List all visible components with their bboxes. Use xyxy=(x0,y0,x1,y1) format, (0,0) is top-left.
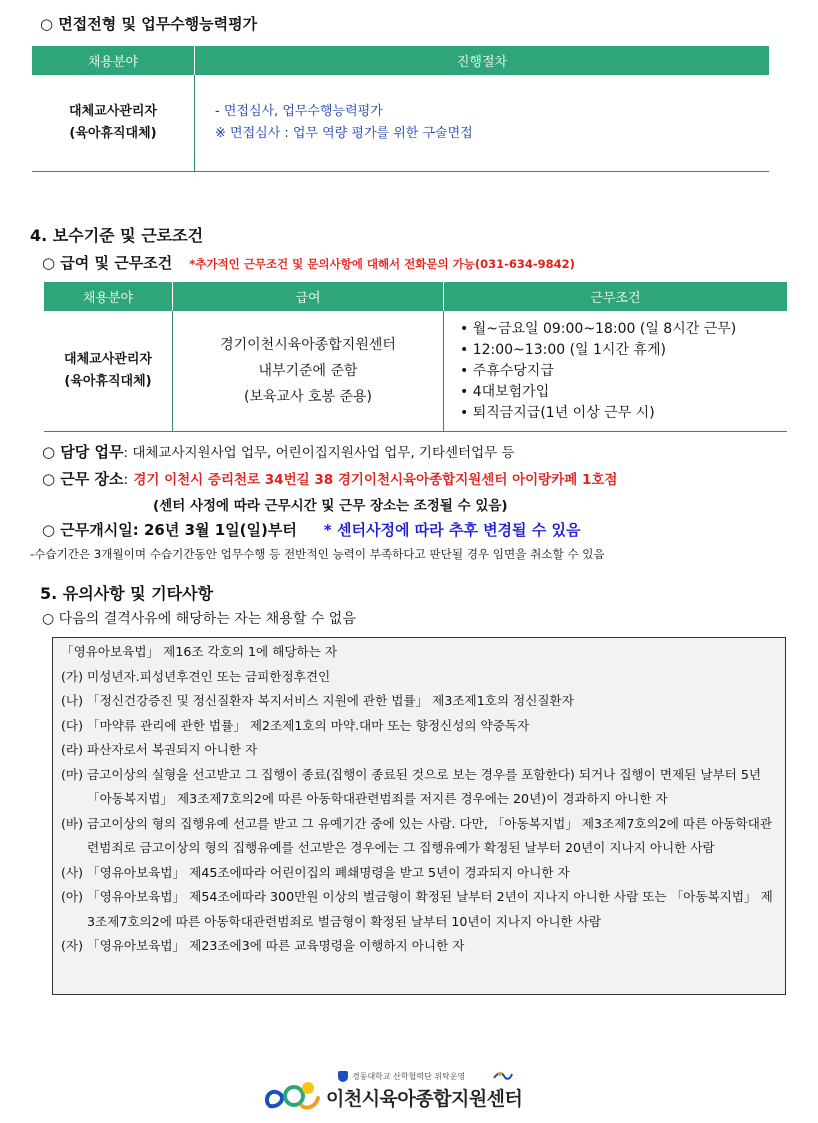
table-header: 진행절차 xyxy=(195,46,770,75)
list-item xyxy=(61,934,777,959)
pay-conditions-title: ○ 급여 및 근무조건 xyxy=(42,254,173,272)
item-text: 「영유아보육법」 제45조에따라 어린이집의 폐쇄명령을 받고 5년이 경과되지 아니한 자 xyxy=(87,864,570,880)
org-name: 이천시육아종합지원센터 xyxy=(326,1088,523,1110)
item-mark: (바) xyxy=(61,815,83,831)
pay-cell xyxy=(173,311,444,432)
procedure-cell xyxy=(195,75,770,172)
condition-item: • 주휴수당지급 xyxy=(460,362,554,379)
item-mark: (가) xyxy=(61,668,83,684)
condition-item: • 4대보험가입 xyxy=(460,383,550,400)
start-line xyxy=(42,519,580,540)
pay-line: 경기이천시육아종합지원센터 xyxy=(220,337,396,353)
section4-title: 4. 보수기준 및 근로조건 xyxy=(30,226,204,245)
condition-item: • 월~금요일 09:00~18:00 (일 8시간 근무) xyxy=(460,320,737,337)
item-text: 금고이상의 실형을 선고받고 그 집행이 종료(집행이 종료된 것으로 보는 경우를 포함한다) 되거나 집행이 면제된 날부터 5년「아동복지법」 제3조제7호의2에 따른 아동학대관련범죄를 저지른 경우에는 20년)이 경과하지 아니한 자 xyxy=(87,766,761,806)
logo-mark-icon xyxy=(262,1074,322,1114)
section5-title: 5. 유의사항 및 기타사항 xyxy=(40,584,214,603)
duty-line xyxy=(42,441,515,462)
item-text: 「정신건강증진 및 정신질환자 복지서비스 지원에 관한 법률」 제3조제1호의 정신질환자 xyxy=(87,693,574,708)
item-text: 미성년자.피성년후견인 또는 금피한정후견인 xyxy=(87,668,331,684)
footer-logo xyxy=(262,1068,562,1118)
place-colon: : xyxy=(123,472,129,488)
item-mark: (다) xyxy=(61,717,83,733)
duty-label: ○ 담당 업무 xyxy=(42,443,124,461)
pay-conditions-heading xyxy=(42,252,575,273)
table-header: 급여 xyxy=(173,282,444,311)
item-text: 금고이상의 형의 집행유예 선고를 받고 그 유예기간 중에 있는 사람. 다만, 「아동복지법」 제3조제7호의2에 따른 아동학대관련범죄로 금고이상의 형의 집행유예를 선고받은 경우에는 그 집행유예가 확정된 날부터 20년이 지나지 아니한 사람 xyxy=(87,815,773,855)
item-text: 「영유아보육법」 제54조에따라 300만원 이상의 벌금형이 확정된 날부터 2년이 지나지 아니한 사람 또는 「아동복지법」 제3조제7호의2에 따른 아동학대관련범죄로 벌금형이 확정된 날부터 10년이 지나지 아니한 사람 xyxy=(87,889,773,929)
list-item xyxy=(61,714,777,739)
university-emblem-icon xyxy=(338,1071,348,1082)
section5-subtitle: ○ 다음의 결격사유에 해당하는 자는 채용할 수 없음 xyxy=(42,611,356,627)
operator-text: 경동대학교 산학협력단 위탁운영 xyxy=(352,1072,466,1081)
table-header: 채용분야 xyxy=(32,46,195,75)
place-address: 경기 이천시 증리천로 34번길 38 경기이천시육아종합지원센터 아이랑카페 1호점 xyxy=(133,472,618,488)
item-mark: (마) xyxy=(61,766,83,782)
item-text: 「마약류 관리에 관한 법률」 제2조제1호의 마약.대마 또는 향정신성의 약중독자 xyxy=(87,717,530,733)
pay-line: (보육교사 호봉 준용) xyxy=(243,389,373,405)
list-item xyxy=(61,763,777,812)
list-item xyxy=(61,861,777,886)
field-cell xyxy=(32,75,195,172)
probation-note: -수습기간은 3개월이며 수습기간동안 업무수행 등 전반적인 능력이 부족하다고 판단될 경우 임면을 취소할 수 있음 xyxy=(30,547,605,561)
contact-note: *추가적인 근무조건 및 문의사항에 대해서 전화문의 가능(031-634-9842) xyxy=(189,257,575,271)
conditions-cell xyxy=(444,311,788,432)
condition-item: • 12:00~13:00 (일 1시간 휴게) xyxy=(460,341,666,358)
item-text: 파산자로서 복권되지 아니한 자 xyxy=(87,742,258,757)
table-header: 근무조건 xyxy=(444,282,788,311)
interview-table xyxy=(32,46,769,172)
start-note: * 센터사정에 따라 추후 변경될 수 있음 xyxy=(323,521,581,539)
duty-text: : 대체교사지원사업 업무, 어린이집지원사업 업무, 기타센터업무 등 xyxy=(123,445,515,461)
list-item xyxy=(61,885,777,934)
place-note: (센터 사정에 따라 근무시간 및 근무 장소는 조정될 수 있음) xyxy=(153,498,508,514)
box-intro: 「영유아보육법」 제16조 각호의 1에 해당하는 자 xyxy=(61,644,338,659)
interview-section-title: ○ 면접전형 및 업무수행능력평가 xyxy=(40,15,258,33)
start-date: ○ 근무개시일: 26년 3월 1일(일)부터 xyxy=(42,521,297,539)
place-line xyxy=(42,468,617,489)
pay-line: 내부기준에 준함 xyxy=(258,363,358,379)
item-text: 「영유아보육법」 제23조에3에 따른 교육명령을 이행하지 아니한 자 xyxy=(87,938,465,953)
field-sub: (육아휴직대체) xyxy=(69,126,157,141)
field-name: 대체교사관리자 xyxy=(64,352,152,367)
list-item xyxy=(61,665,777,690)
field-name: 대체교사관리자 xyxy=(69,104,157,119)
wave-icon xyxy=(492,1070,514,1082)
list-item xyxy=(61,738,777,763)
list-item xyxy=(61,812,777,861)
list-item xyxy=(61,689,777,714)
item-mark: (자) xyxy=(61,938,83,953)
procedure-line: - 면접심사, 업무수행능력평가 xyxy=(215,104,383,119)
item-mark: (나) xyxy=(61,693,83,708)
field-cell xyxy=(44,311,173,432)
procedure-note: ※ 면접심사 : 업무 역량 평가를 위한 구술면접 xyxy=(215,126,473,141)
item-mark: (사) xyxy=(61,864,83,880)
item-mark: (아) xyxy=(61,889,83,904)
disqualification-box xyxy=(52,637,786,995)
pay-table xyxy=(44,282,787,432)
item-mark: (라) xyxy=(61,742,83,757)
place-label: ○ 근무 장소 xyxy=(42,470,124,488)
field-sub: (육아휴직대체) xyxy=(64,374,152,389)
table-header: 채용분야 xyxy=(44,282,173,311)
condition-item: • 퇴직금지급(1년 이상 근무 시) xyxy=(460,404,655,421)
